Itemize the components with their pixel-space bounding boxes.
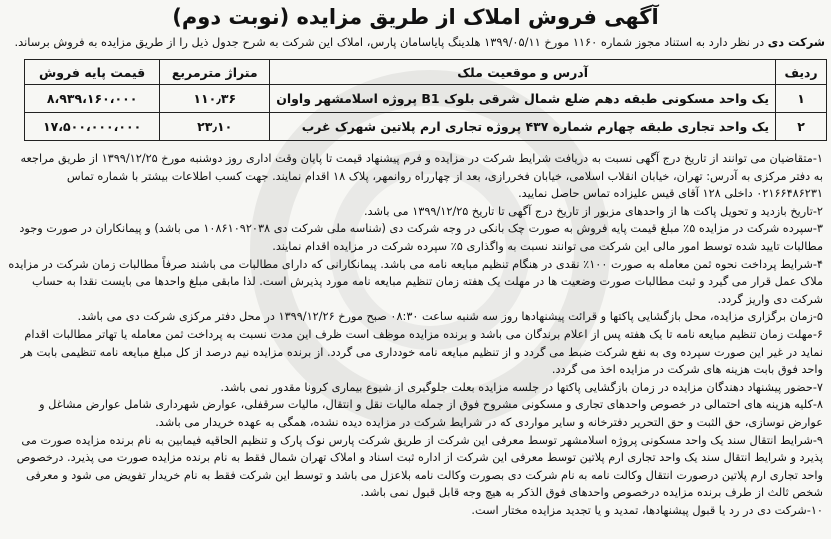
page-title: آگهی فروش املاک از طریق مزایده (نوبت دوم) (172, 5, 659, 29)
row-price: ۸،۹۳۹،۱۶۰،۰۰۰ (25, 85, 160, 113)
header-address: آدرس و موقعیت ملک (270, 60, 776, 85)
term-item: ۵-زمان برگزاری مزایده، محل بازگشایی پاکتها و قرائت پیشنهادها روز سه شنبه ساعت ۰۸:۳۰ صبح مورخ ۱۳۹۹/۱۲/۲۶ در محل دفتر مرکزی شرکت دی می باشد. (77, 310, 823, 324)
company-name: شرکت دی (767, 35, 825, 49)
table-row (25, 85, 827, 113)
row-area: ۲۳٫۱۰ (160, 113, 270, 141)
term-item: ۷-حضور پیشنهاد دهندگان مزایده در زمان بازگشایی پاکتها در جلسه مزایده بعلت جلوگیری از شیوع بیماری کرونا مقدور نمی باشد. (220, 380, 823, 394)
term-item: ۱-متقاضیان می توانند از تاریخ درج آگهی نسبت به دریافت شرایط شرکت در مزایده و فرم پیشنهاد قیمت تا پایان وقت اداری روز دوشنبه مورخ ۱۳۹۹/۱۲/۲۵ از طریق مراجعه به دفتر مرکزی به آدرس: تهران، خیابان انقلاب اسلامی، خیابان فخررازی، بعد از چهارراه روانمهر، پلاک ۱۸ اقدام نمایند. جهت کسب اطلاعات بیشتر با شماره تماس ۰۲۱۶۶۴۸۶۲۳۱ داخلی ۱۲۸ آقای قیس علیزاده تماس حاصل نمایید. (20, 152, 823, 201)
header-price: قیمت پایه فروش (25, 60, 160, 85)
terms-list (8, 150, 823, 519)
header-row-number: ردیف (776, 60, 827, 85)
row-address: یک واحد مسکونی طبقه دهم ضلع شمال شرقی بلوک B1 پروژه اسلامشهر واوان (270, 85, 776, 113)
term-item: ۴-شرایط پرداخت نحوه ثمن معامله به صورت ۱۰۰٪ نقدی در هنگام تنظیم مبایعه نامه می باشد. پیمانکارانی که دارای مطالبات می باشند صرفاً مطالبات زمان شرکت در مزایده ملاک عمل قرار می گیرد و ثبت مطالبات صورت وضعیت ها در مهلت یک هفته زمان تنظیم مبایعه نامه مورد پذیرش است. لذا مابقی مبلغ واحدها می بایست نقدا به حساب شرکت دی واریز گردد. (8, 257, 823, 306)
term-item: ۹-شرایط انتقال سند یک واحد مسکونی پروژه اسلامشهر توسط معرفی این شرکت از طریق شرکت پارس نوک پارک و تنظیم الحاقیه فیمابین به نام برنده مزایده صورت می پذیرد و شرایط انتقال سند یک واحد تجاری ارم پلاتین توسط معرفی این شرکت از اداره ثبت اسناد و املاک تهران شمال فقط به نام برنده مزایده صورت می پذیرد. درخصوص واحد تجاری ارم پلاتین درصورت انتقال وکالت نامه به نام شرکت دی بصورت وکالت نامه بلاعزل می باشد و توسط این شرکت فقط به نام خریدار تفویض می شود و معرفی شخص ثالث از طرف برنده مزایده درخصوص واحدهای فوق الذکر به هیچ وجه قابل قبول نمی باشد. (16, 433, 823, 500)
term-item: ۸-کلیه هزینه های احتمالی در خصوص واحدهای تجاری و مسکونی مشروح فوق از جمله مالیات نقل و انتقال، مالیات سرقفلی، عوارض شهرداری شامل عوارض مشاغل و عوارض نوسازی، حق الثبت و حق التحریر دفترخانه و سایر مواردی که در شرایط شرکت در مزایده دیده نشده، همگی به عهده خریدار می باشد. (39, 398, 823, 429)
table-row (25, 113, 827, 141)
table-header-row (25, 60, 827, 85)
intro-body: در نظر دارد به استناد مجوز شماره ۱۱۶۰ مورخ ۱۳۹۹/۰۵/۱۱ هلدینگ پایاسامان پارس، املاک این شرکت به شرح جدول ذیل را از طریق مزایده به فروش برساند. (14, 35, 768, 49)
term-item: ۶-مهلت زمان تنظیم مبایعه نامه تا یک هفته پس از اعلام برندگان می باشد و برنده مزایده موظف است ظرف این مدت نسبت به پرداخت ثمن معامله یا تهاتر مطالبات اقدام نماید در غیر این صورت سپرده وی به نفع شرکت ضبط می گردد و از تنظیم مبایعه نامه خودداری می گردد. از برنده مزایده نیم درصد از کل مبلغ مبایعه نامه تنظیمی بابت هر واحد فوق بابت هزینه های شرکت در مزایده اخذ می گردد. (20, 327, 823, 377)
row-area: ۱۱۰٫۳۶ (160, 85, 270, 113)
term-item: ۱۰-شرکت دی در رد یا قبول پیشنهادها، تمدید و یا تجدید مزایده مختار است. (471, 503, 823, 517)
header-area: متراژ مترمربع (160, 60, 270, 85)
term-item: ۲-تاریخ بازدید و تحویل پاکت ها از واحدهای مزبور از تاریخ درج آگهی تا تاریخ ۱۳۹۹/۱۲/۲۵ می باشد. (363, 204, 823, 218)
intro-text (7, 33, 825, 51)
row-number: ۲ (776, 113, 827, 141)
row-price: ۱۷،۵۰۰،۰۰۰،۰۰۰ (25, 113, 160, 141)
term-item: ۳-سپرده شرکت در مزایده ۵٪ مبلغ قیمت پایه فروش به صورت چک بانکی در وجه شرکت دی (شناسه ملی شرکت دی ۱۰۸۶۱۰۹۲۰۳۸ می باشد) و پیمانکاران در صورت وجود مطالبات تایید شده توسط امور مالی این شرکت می توانند نسبت به واگذاری ۵٪ سپرده شرکت در مزایده اقدام نمایند. (19, 222, 823, 253)
property-table (24, 59, 827, 141)
row-number: ۱ (776, 85, 827, 113)
row-address: یک واحد تجاری طبقه چهارم شماره ۴۳۷ پروژه تجاری ارم پلاتین شهرک غرب (270, 113, 776, 141)
